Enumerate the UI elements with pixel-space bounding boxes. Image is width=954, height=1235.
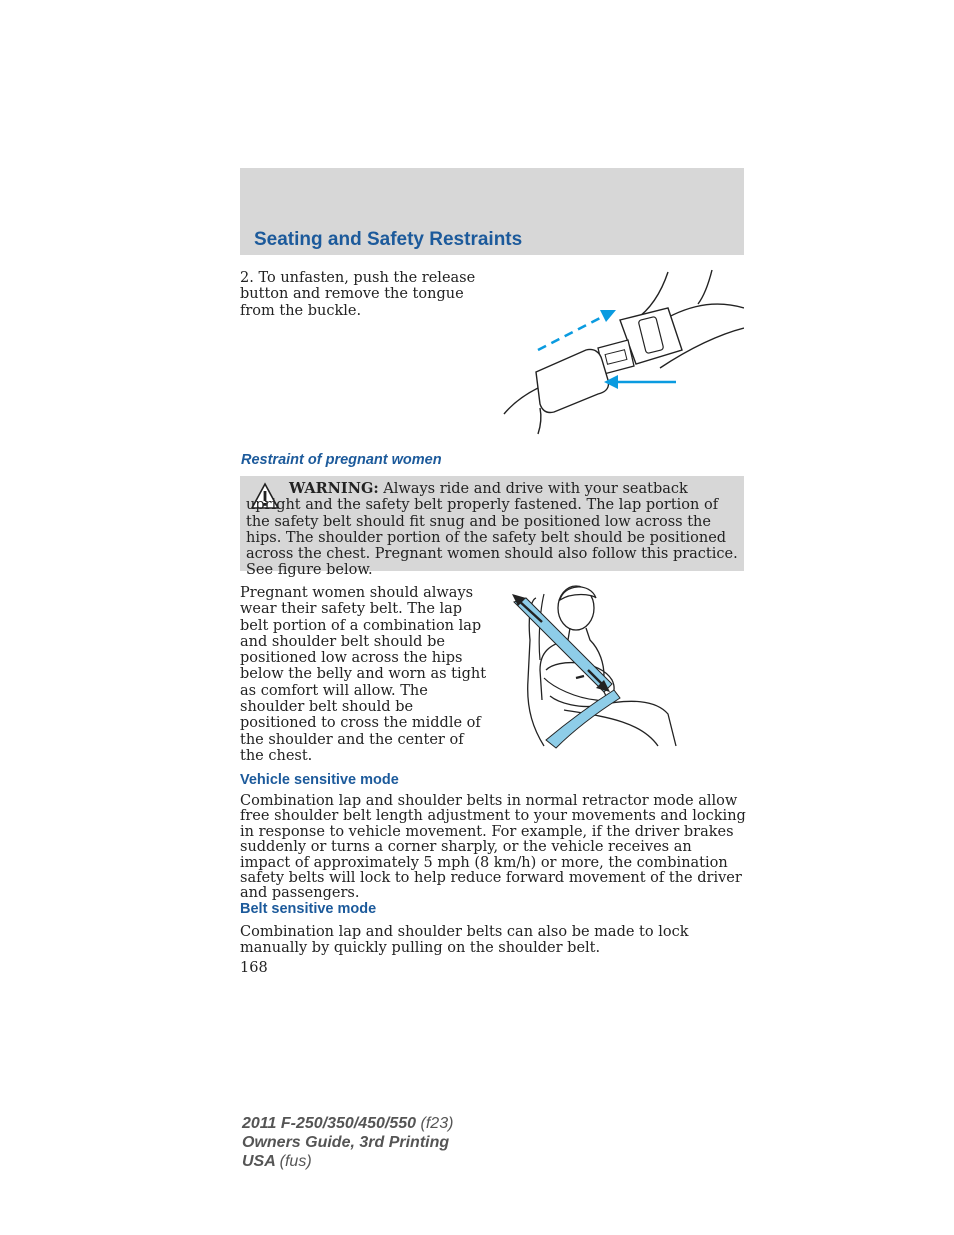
warning-label: WARNING: (289, 480, 379, 497)
page-number: 168 (240, 960, 268, 976)
unfasten-instruction: 2. To unfasten, push the release button and remove the tongue from the buckle. (240, 270, 476, 319)
footer-line-1 (242, 1114, 453, 1133)
document-footer (242, 1114, 453, 1171)
belt-sensitive-heading: Belt sensitive mode (240, 901, 377, 917)
footer-model: 2011 F-250/350/450/550 (242, 1115, 417, 1132)
warning-box (240, 476, 744, 579)
pregnant-restraint-heading: Restraint of pregnant women (241, 452, 442, 468)
footer-region-code: (fus) (279, 1153, 312, 1170)
section-title: Seating and Safety Restraints (254, 229, 523, 250)
pregnant-body-text: Pregnant women should always wear their safety belt. The lap belt portion of a combination lap and shoulder belt should be positioned low across the hips below the belly and worn as tight as comfort will allow. The shoulder belt should be positioned to cross the middle of the shoulder and the center of the chest. (240, 585, 487, 764)
pregnant-seatbelt-illustration (500, 580, 690, 750)
footer-line-2: Owners Guide, 3rd Printing (242, 1134, 450, 1151)
warning-paragraph (246, 481, 738, 579)
footer-model-code: (f23) (420, 1115, 454, 1132)
buckle-release-illustration (500, 268, 744, 436)
footer-region: USA (242, 1153, 276, 1170)
section-header-band (240, 168, 744, 255)
warning-text: Always ride and drive with your seatback upright and the safety belt properly fastened. The lap portion of the safety belt should fit snug and be positioned low across the hips. The shoulder portion of the safety belt should be positioned across the chest. Pregnant women should also follow this practice. See figure below. (246, 481, 738, 579)
vehicle-sensitive-body: Combination lap and shoulder belts in normal retractor mode allow free shoulder belt length adjustment to your movements and locking in response to vehicle movement. For example, if the driver brakes suddenly or turns a corner sharply, or the vehicle receives an impact of approximately 5 mph (8 km/h) or more, the combination safety belts will lock to help reduce forward movement of the driver and passengers. (240, 793, 746, 902)
vehicle-sensitive-heading: Vehicle sensitive mode (240, 772, 399, 788)
footer-line-3 (242, 1152, 453, 1171)
belt-sensitive-body: Combination lap and shoulder belts can also be made to lock manually by quickly pulling on the shoulder belt. (240, 924, 689, 957)
